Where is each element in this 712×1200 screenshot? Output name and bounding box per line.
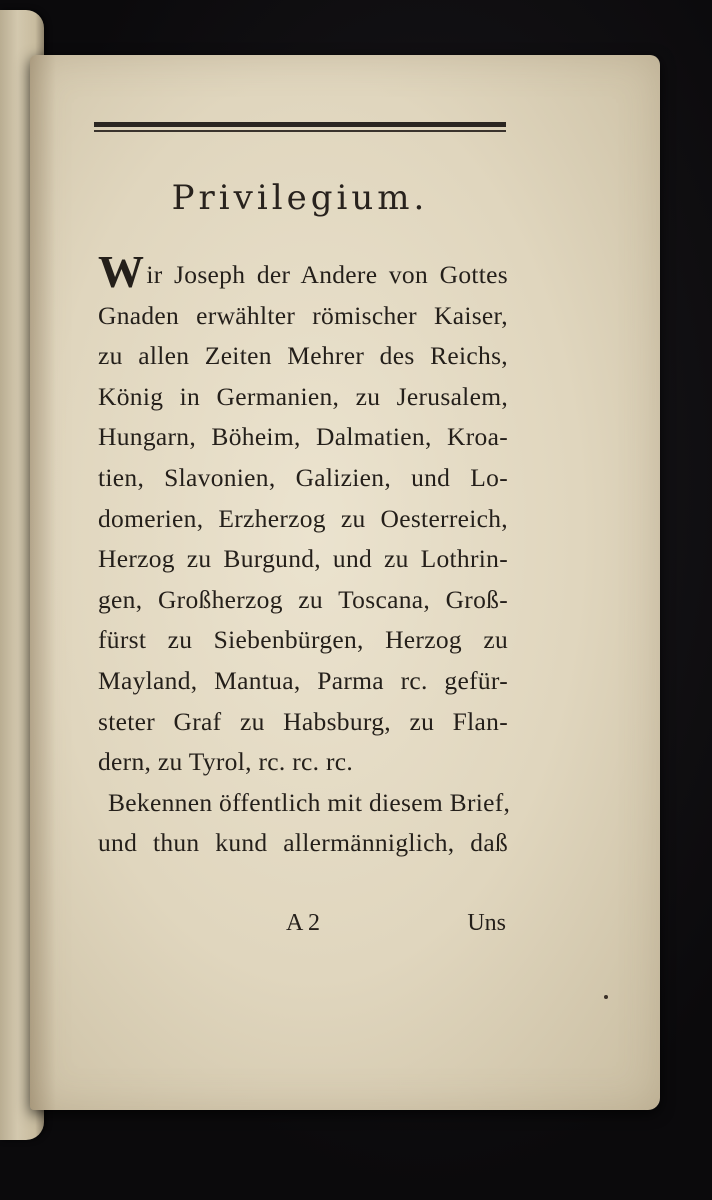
text-line-9: gen, Großherzog zu Toscana, Groß-	[98, 584, 508, 614]
text-line-2: Gnaden erwählter römischer Kaiser,	[98, 300, 508, 330]
page-heading: Privilegium.	[171, 178, 429, 218]
drop-cap: W	[98, 246, 145, 297]
text-line-5: Hungarn, Böheim, Dalmatien, Kroa-	[98, 422, 508, 452]
text-line-1: Wir Joseph der Andere von Gottes	[98, 246, 508, 297]
text-line-14: Bekennen öffentlich mit diesem Brief,	[108, 787, 511, 817]
text-line-7: domerien, Erzherzog zu Oesterreich,	[98, 503, 508, 533]
rule-thin-line	[94, 130, 506, 132]
text-line-15: und thun kund allermänniglich, daß	[98, 828, 508, 858]
text-line-4: König in Germanien, zu Jerusalem,	[98, 381, 508, 411]
text-line-10: fürst zu Siebenbürgen, Herzog zu	[98, 625, 508, 655]
signature-mark: A 2	[286, 910, 321, 936]
text-line-8: Herzog zu Burgund, und zu Lothrin-	[98, 544, 508, 574]
paper-speck	[604, 995, 608, 999]
text-line-6: tien, Slavonien, Galizien, und Lo-	[98, 462, 508, 492]
body-text	[98, 246, 511, 864]
text-line-12: steter Graf zu Habsburg, zu Flan-	[98, 706, 508, 736]
spine-shadow	[30, 55, 56, 1110]
catchword: Uns	[467, 910, 506, 936]
text-line-11: Mayland, Mantua, Parma rc. gefür-	[98, 665, 508, 695]
text-line-13: dern, zu Tyrol, rc. rc. rc.	[98, 747, 354, 777]
ornament-rule	[94, 122, 506, 132]
text-line-3: zu allen Zeiten Mehrer des Reichs,	[98, 341, 508, 371]
